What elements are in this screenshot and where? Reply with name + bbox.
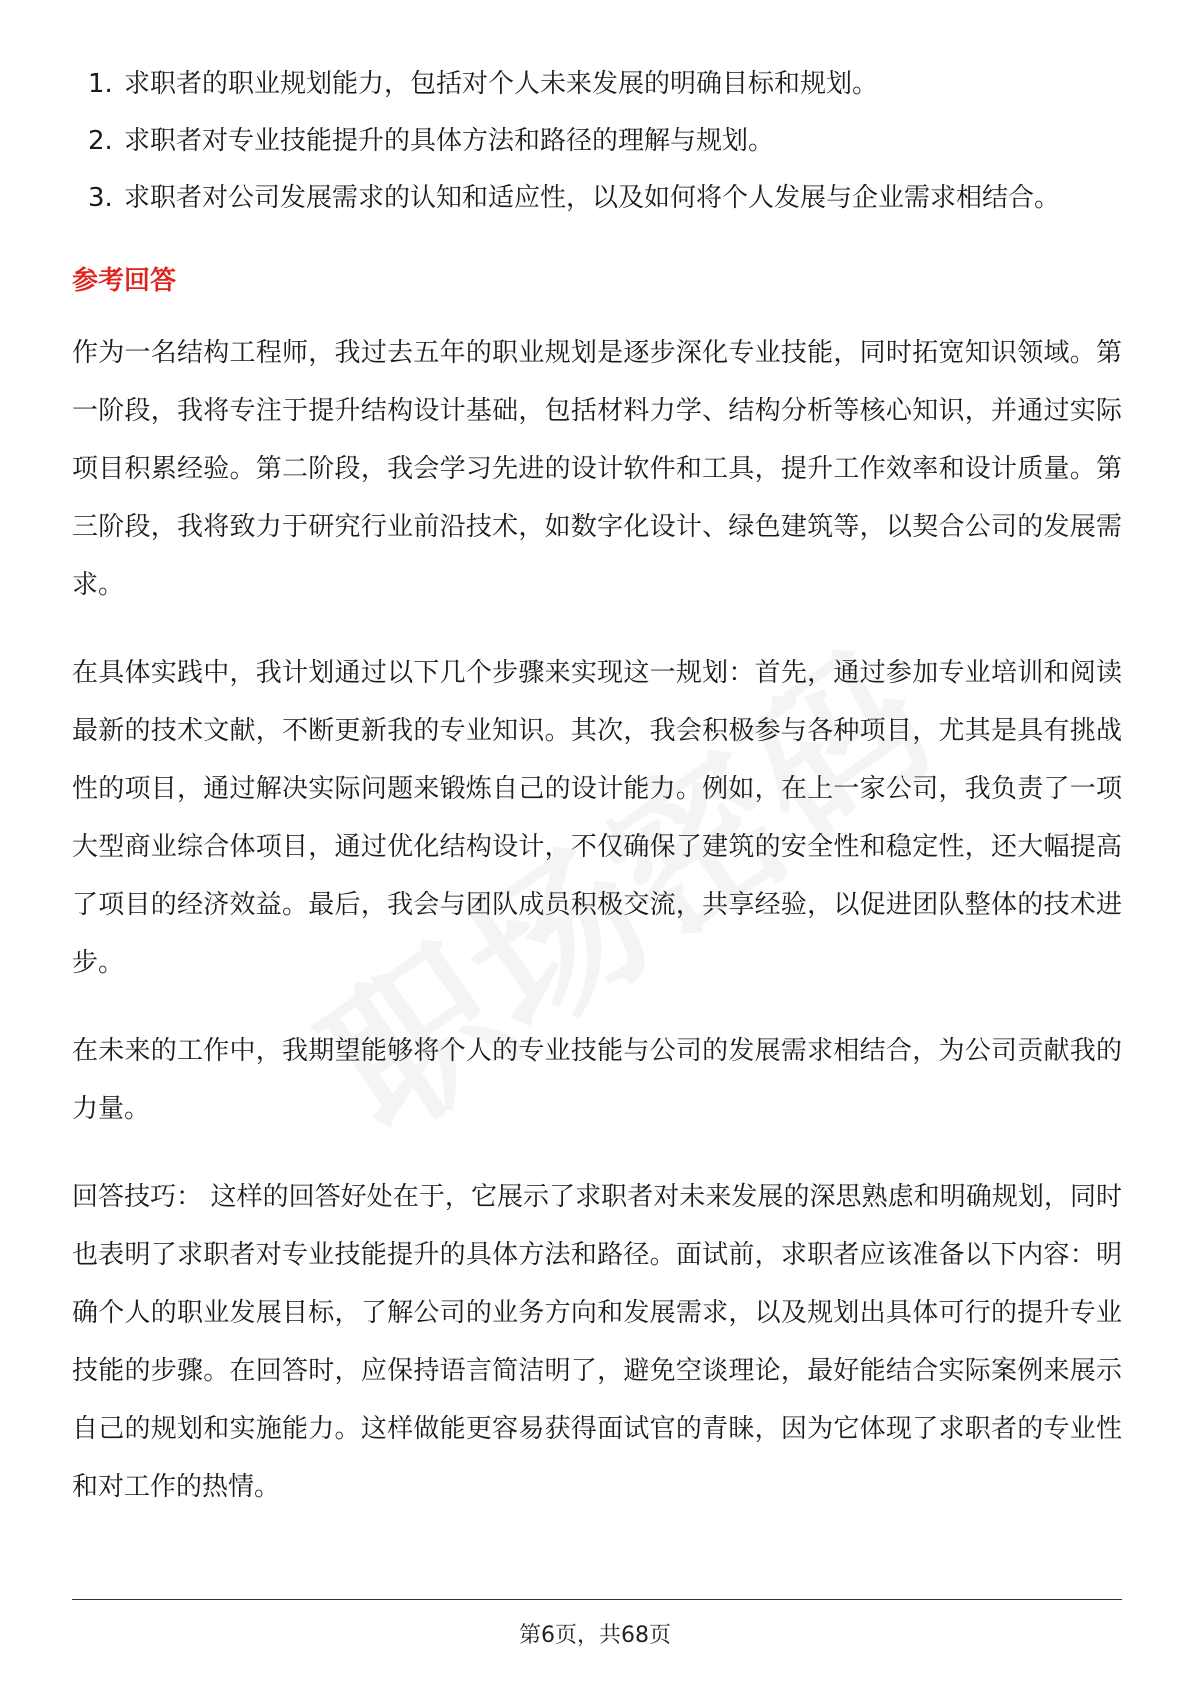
list-item-number: 3. xyxy=(88,183,113,213)
list-item-text: 求职者对专业技能提升的具体方法和路径的理解与规划。 xyxy=(124,126,775,156)
page-number: 第6页，共68页 xyxy=(519,1623,671,1648)
page-content xyxy=(72,56,1122,1546)
answer-paragraph: 在未来的工作中，我期望能够将个人的专业技能与公司的发展需求相结合，为公司贡献我的力量。 xyxy=(72,1036,1122,1124)
reference-answer-heading: 参考回答 xyxy=(72,266,177,296)
answer-tips-paragraph: 回答技巧： 这样的回答好处在于，它展示了求职者对未来发展的深思熟虑和明确规划，同时也表明了求职者对专业技能提升的具体方法和路径。面试前，求职者应该准备以下内容：明确个人的职业发展目标，了解公司的业务方向和发展需求，以及规划出具体可行的提升专业技能的步骤。在回答时，应保持语言简洁明了，避免空谈理论，最好能结合实际案例来展示自己的规划和实施能力。这样做能更容易获得面试官的青睐，因为它体现了求职者的专业性和对工作的热情。 xyxy=(72,1182,1122,1502)
list-item-number: 2. xyxy=(88,126,113,156)
list-item xyxy=(72,113,1122,170)
list-item-number: 1. xyxy=(88,69,113,99)
list-item-text: 求职者的职业规划能力，包括对个人未来发展的明确目标和规划。 xyxy=(124,69,879,99)
list-item xyxy=(72,56,1122,113)
list-item xyxy=(72,170,1122,227)
list-item-text: 求职者对公司发展需求的认知和适应性，以及如何将个人发展与企业需求相结合。 xyxy=(124,183,1061,213)
answer-paragraph: 在具体实践中，我计划通过以下几个步骤来实现这一规划：首先，通过参加专业培训和阅读最新的技术文献，不断更新我的专业知识。其次，我会积极参与各种项目，尤其是具有挑战性的项目，通过解决实际问题来锻炼自己的设计能力。例如，在上一家公司，我负责了一项大型商业综合体项目，通过优化结构设计，不仅确保了建筑的安全性和稳定性，还大幅提高了项目的经济效益。最后，我会与团队成员积极交流，共享经验，以促进团队整体的技术进步。 xyxy=(72,658,1122,978)
answer-paragraph: 作为一名结构工程师，我过去五年的职业规划是逐步深化专业技能，同时拓宽知识领域。第一阶段，我将专注于提升结构设计基础，包括材料力学、结构分析等核心知识，并通过实际项目积累经验。第二阶段，我会学习先进的设计软件和工具，提升工作效率和设计质量。第三阶段，我将致力于研究行业前沿技术，如数字化设计、绿色建筑等，以契合公司的发展需求。 xyxy=(72,338,1122,600)
footer-divider xyxy=(72,1599,1122,1600)
evaluation-points-list xyxy=(72,56,1122,227)
